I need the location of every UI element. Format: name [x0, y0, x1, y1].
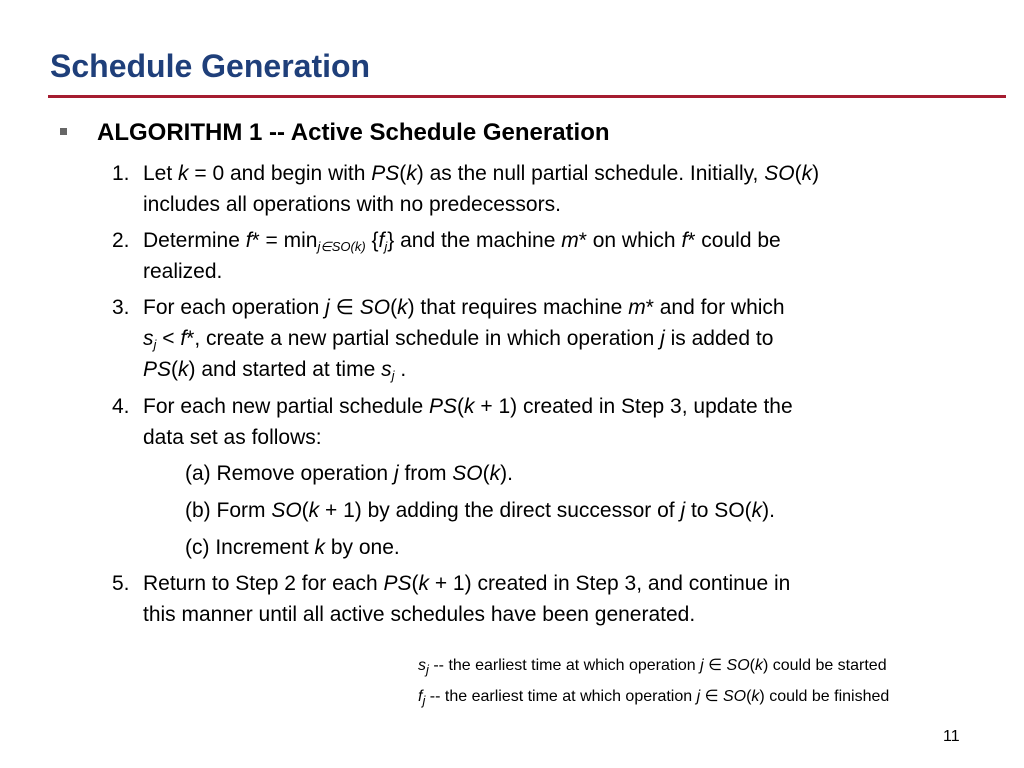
step-body — [143, 391, 963, 453]
step-line: data set as follows: — [143, 426, 322, 449]
step-line: $s_j < f*$, create a new partial schedule in which operation j is added to — [143, 327, 774, 352]
step-line: includes all operations with no predecessors. — [143, 193, 561, 216]
slide-title: Schedule Generation — [50, 48, 371, 84]
step-line: Let k = 0 and begin with PS(k) as the null partial schedule. Initially, SO(k) — [143, 162, 820, 185]
step-line: Return to Step 2 for each PS(k + 1) created in Step 3, and continue in — [143, 572, 791, 595]
step-number: 1. — [112, 162, 130, 185]
step-body — [143, 158, 963, 220]
step-body — [143, 225, 963, 287]
step-line: For each operation j ∈ SO(k) that requires machine m* and for which — [143, 296, 785, 319]
step-number: 5. — [112, 572, 130, 595]
algorithm-heading: ALGORITHM 1 -- Active Schedule Generation — [97, 119, 610, 146]
step-line: For each new partial schedule PS(k + 1) created in Step 3, update the — [143, 395, 793, 418]
step-line: Determine $f* = \min_{j\in SO(k)} \{f_j\}$ and the machine m* on which f* could be — [143, 229, 781, 254]
substep-a: (a) Remove operation j from SO(k). — [185, 462, 513, 485]
step-line: this manner until all active schedules have been generated. — [143, 603, 696, 626]
step-number: 2. — [112, 229, 130, 252]
step-body — [143, 292, 963, 385]
note-finish-time: $f_j$ -- the earliest time at which operation j ∈ SO(k) could be finished — [418, 688, 890, 708]
step-number: 4. — [112, 395, 130, 418]
step-line: PS(k) and started at time $s_j$ . — [143, 358, 407, 383]
step-line: realized. — [143, 260, 223, 283]
step-number: 3. — [112, 296, 130, 319]
substep-c: (c) Increment k by one. — [185, 536, 400, 559]
title-divider — [48, 95, 1006, 98]
step-body — [143, 568, 963, 630]
page-number: 11 — [943, 728, 960, 745]
bullet-square-icon — [60, 128, 67, 135]
substep-b: (b) Form SO(k + 1) by adding the direct successor of j to SO(k). — [185, 499, 775, 522]
note-start-time: $s_j$ -- the earliest time at which operation j ∈ SO(k) could be started — [418, 657, 887, 677]
